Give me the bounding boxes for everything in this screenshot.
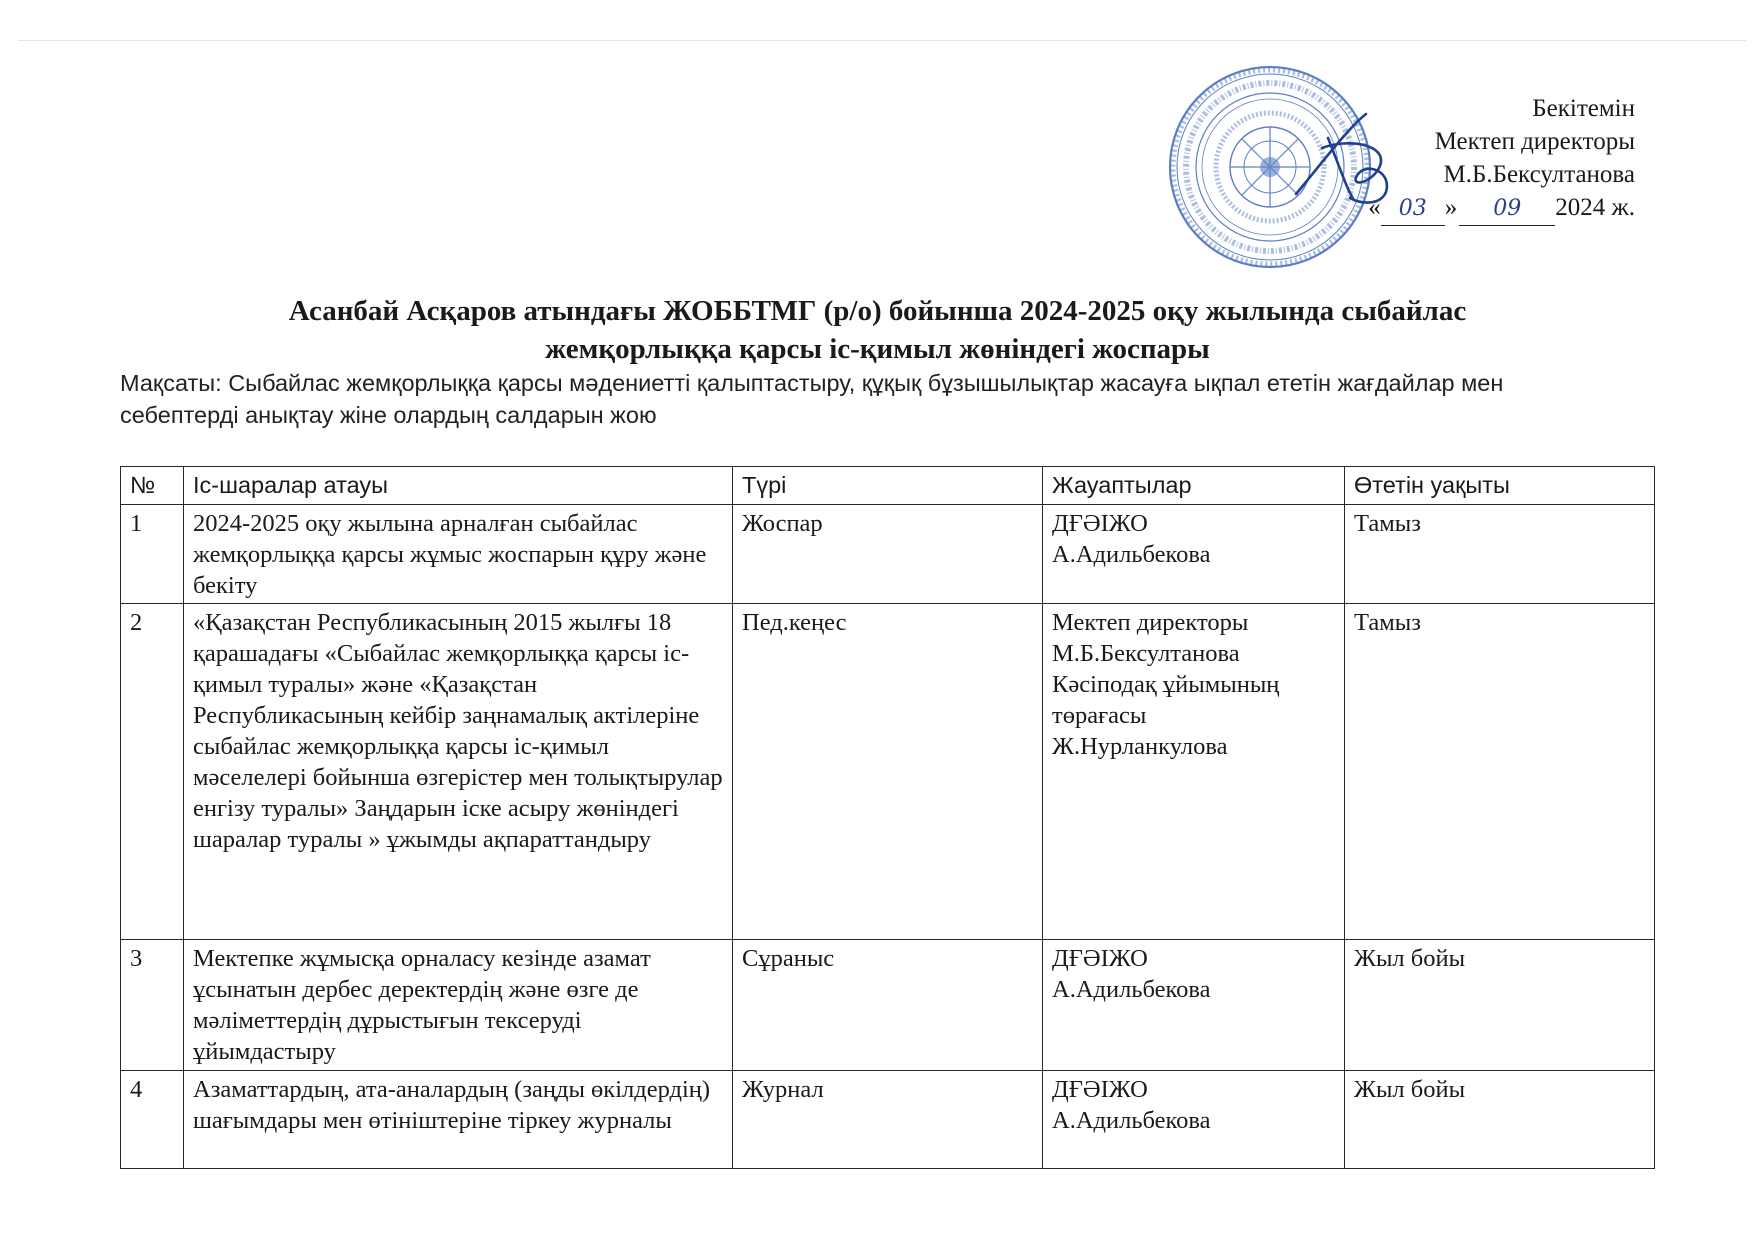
header-num: № xyxy=(121,467,184,505)
date-month: 09 xyxy=(1493,196,1522,221)
document-title xyxy=(100,292,1655,368)
row-name: Мектепке жұмысқа орналасу кезінде азамат ұсынатын дербес деректердің және өзге де мәліметтердің дұрыстығын тексеруді ұйымдастыру xyxy=(184,940,733,1071)
row-name: «Қазақстан Республикасының 2015 жылғы 18 қарашадағы «Сыбайлас жемқорлыққа қарсы іс-қимыл туралы» және «Қазақстан Республикасының кейбір заңнамалық актілеріне сыбайлас жемқорлыққа қарсы іс-қимыл мәселелері бойынша өзгерістер мен толықтырулар енгізу туралы» Заңдарын іске асыру жөніндегі шаралар туралы » ұжымды ақпараттандыру xyxy=(184,604,733,940)
row-type: Журнал xyxy=(733,1071,1043,1169)
date-month-blank xyxy=(1459,191,1555,226)
table-row xyxy=(121,1071,1655,1169)
title-line-2: жемқорлыққа қарсы іс-қимыл жөніндегі жоспары xyxy=(545,333,1210,365)
row-num: 1 xyxy=(121,505,184,604)
row-type: Сұраныс xyxy=(733,940,1043,1071)
row-responsible: ДҒӘІЖО А.Адильбекова xyxy=(1043,505,1345,604)
row-time: Тамыз xyxy=(1345,505,1655,604)
row-type: Жоспар xyxy=(733,505,1043,604)
approval-heading: Бекітемін xyxy=(1532,95,1635,122)
header-responsible: Жауаптылар xyxy=(1043,467,1345,505)
header-time: Өтетін уақыты xyxy=(1345,467,1655,505)
date-year: 2024 ж. xyxy=(1555,194,1635,221)
approval-block xyxy=(1315,92,1635,226)
row-responsible: Мектеп директоры М.Б.Бексултанова Кәсіподақ ұйымының төрағасы Ж.Нурланкулова xyxy=(1043,604,1345,940)
table-row xyxy=(121,940,1655,1071)
row-type: Пед.кеңес xyxy=(733,604,1043,940)
row-responsible: ДҒӘІЖО А.Адильбекова xyxy=(1043,1071,1345,1169)
scan-edge-line xyxy=(18,40,1746,41)
plan-table xyxy=(120,466,1655,1169)
row-name: 2024-2025 оқу жылына арналған сыбайлас жемқорлыққа қарсы жұмыс жоспарын құру және бекіту xyxy=(184,505,733,604)
title-line-1: Асанбай Асқаров атындағы ЖОББТМГ (р/о) бойынша 2024-2025 оқу жылында сыбайлас xyxy=(288,295,1467,327)
approval-position: Мектеп директоры xyxy=(1434,128,1635,155)
row-time: Тамыз xyxy=(1345,604,1655,940)
row-num: 3 xyxy=(121,940,184,1071)
date-quote-close: » xyxy=(1444,194,1458,221)
row-num: 4 xyxy=(121,1071,184,1169)
row-name: Азаматтардың, ата-аналардың (заңды өкілдердің) шағымдары мен өтініштеріне тіркеу журналы xyxy=(184,1071,733,1169)
date-day-blank xyxy=(1381,191,1445,226)
approval-date xyxy=(1315,191,1635,226)
approval-director-name: М.Б.Бексултанова xyxy=(1443,161,1635,188)
table-row xyxy=(121,505,1655,604)
table-row xyxy=(121,604,1655,940)
row-responsible: ДҒӘІЖО А.Адильбекова xyxy=(1043,940,1345,1071)
header-type: Түрі xyxy=(733,467,1043,505)
goal-paragraph: Мақсаты: Сыбайлас жемқорлыққа қарсы мәдениетті қалыптастыру, құқық бұзышылықтар жасауға ықпал ететін жағдайлар мен себептерді анықтау жіне олардың салдарын жою xyxy=(120,370,1504,428)
row-time: Жыл бойы xyxy=(1345,1071,1655,1169)
row-num: 2 xyxy=(121,604,184,940)
header-name: Іс-шаралар атауы xyxy=(184,467,733,505)
row-time: Жыл бойы xyxy=(1345,940,1655,1071)
date-quote-open: « xyxy=(1368,194,1381,221)
date-day: 03 xyxy=(1398,196,1427,221)
table-header-row xyxy=(121,467,1655,505)
